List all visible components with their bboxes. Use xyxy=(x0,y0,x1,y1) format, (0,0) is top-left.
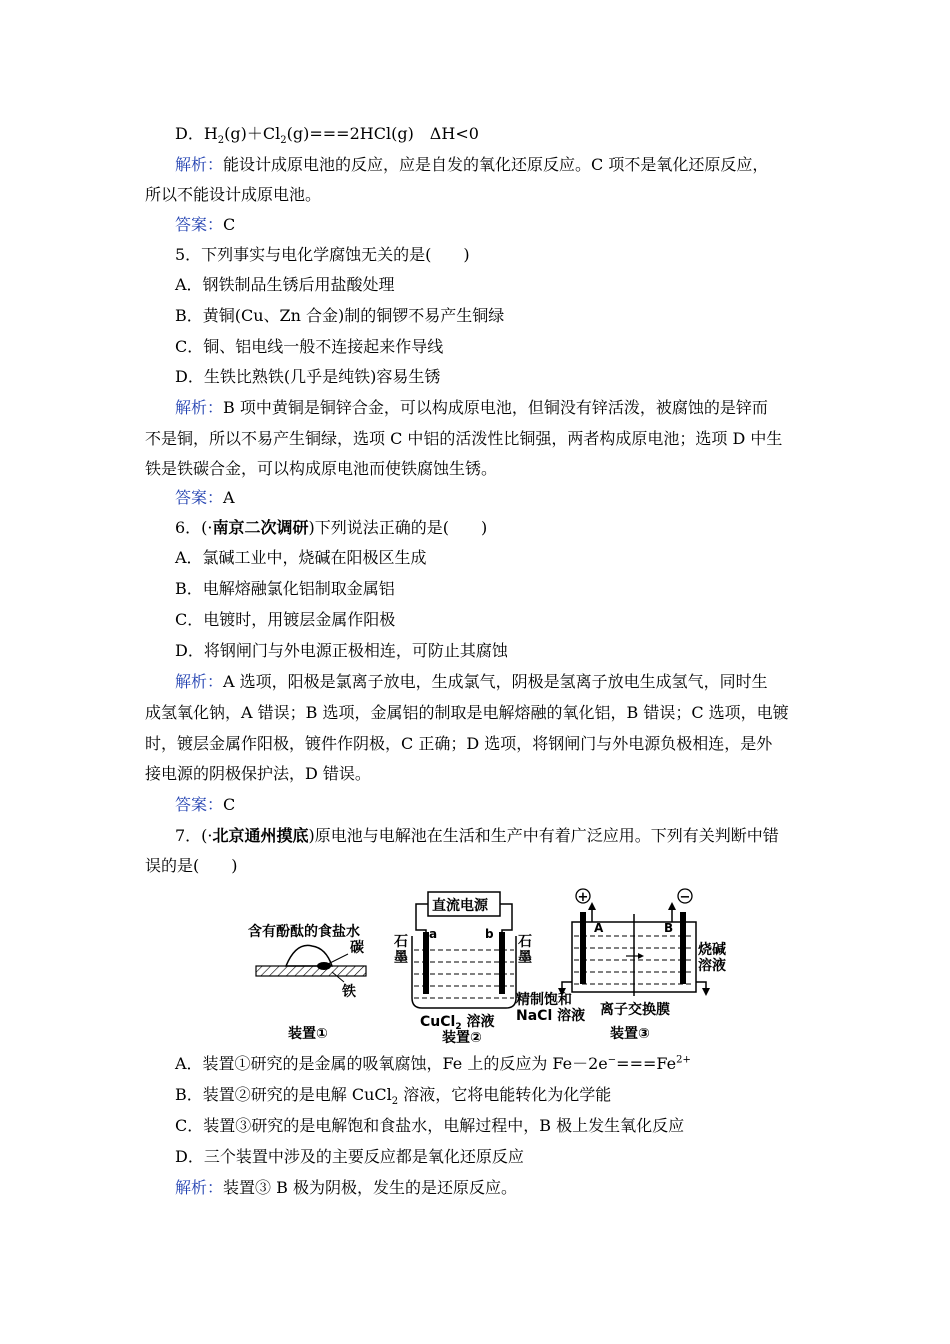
d1-label-water: 含有酚酞的食盐水 xyxy=(248,924,360,940)
q5-analysis-line3: 铁是铁碳合金，可以构成原电池而使铁腐蚀生锈。 xyxy=(145,459,498,478)
d3-left-label2: NaCl 溶液 xyxy=(516,1008,586,1024)
analysis-label: 解析： xyxy=(175,155,224,174)
q6-analysis-line2: 成氢氧化钠，A 错误；B 选项，金属铝的制取是电解熔融的氧化铝，B 错误；C 选项，电镀 xyxy=(145,703,789,722)
d2-caption: 装置② xyxy=(442,1030,482,1046)
d1-iron-plate xyxy=(256,966,366,976)
q4-analysis-line1: 解析：能设计成原电池的反应，应是自发的氧化还原反应。C 项不是氧化还原反应， xyxy=(175,155,769,174)
answer-label: 答案： xyxy=(175,215,224,234)
analysis-label: 解析： xyxy=(175,1178,224,1197)
q7-option-b: B．装置②研究的是电解 CuCl$_2$ 溶液，它将电能转化为化学能 xyxy=(175,1085,612,1108)
d2-left-label2: 墨 xyxy=(394,950,408,966)
source-tag: 南京二次调研 xyxy=(212,518,309,537)
q5-option-a: A．钢铁制品生锈后用盐酸处理 xyxy=(175,275,395,294)
answer-label: 答案： xyxy=(175,488,224,507)
d3-left-label1: 精制饱和 xyxy=(516,992,572,1008)
q7-option-a: A．装置①研究的是金属的吸氧腐蚀，Fe 上的反应为 $Fe-2e^-===Fe^{2+}$ xyxy=(175,1054,691,1073)
q5-option-d: D．生铁比熟铁(几乎是纯铁)容易生锈 xyxy=(175,367,441,386)
answer-label: 答案： xyxy=(175,795,224,814)
d2-label-a: a xyxy=(429,927,438,941)
d3-label-a: A xyxy=(594,921,604,935)
q7-option-d: D．三个装置中涉及的主要反应都是氧化还原反应 xyxy=(175,1147,524,1166)
q5-analysis-line1: 解析：B 项中黄铜是铜锌合金，可以构成原电池，但铜没有锌活泼，被腐蚀的是锌而 xyxy=(175,398,768,417)
d2-right-label1: 石 xyxy=(518,934,532,950)
device-3-diagram xyxy=(516,889,726,1042)
q7-figure xyxy=(240,886,740,1048)
analysis-label: 解析： xyxy=(175,398,224,417)
q6-stem: 6．(·南京二次调研)下列说法正确的是( ) xyxy=(175,518,488,537)
d2-solution-label: CuCl$_2$ 溶液 xyxy=(420,1014,495,1032)
q6-option-d: D．将钢闸门与外电源正极相连，可防止其腐蚀 xyxy=(175,641,508,660)
d1-label-carbon: 碳 xyxy=(350,940,364,956)
d3-electrode-a xyxy=(580,912,586,984)
q7-stem-line1: 7．(·北京通州摸底)原电池与电解池在生活和生产中有着广泛应用。下列有关判断中错 xyxy=(175,826,779,845)
device-1-diagram xyxy=(248,923,366,1042)
q5-stem: 5．下列事实与电化学腐蚀无关的是( ) xyxy=(175,245,470,264)
d2-label-b: b xyxy=(485,927,494,941)
d1-label-iron: 铁 xyxy=(342,984,356,1000)
analysis-label: 解析： xyxy=(175,672,224,691)
d3-membrane-label: 离子交换膜 xyxy=(600,1002,670,1018)
q4-analysis-line2: 所以不能设计成原电池。 xyxy=(145,185,322,204)
q6-analysis-line1: 解析：A 选项，阳极是氯离子放电，生成氯气，阴极是氢离子放电生成氢气，同时生 xyxy=(175,672,768,691)
q5-analysis-line2: 不是铜，所以不易产生铜绿，选项 C 中铝的活泼性比铜强，两者构成原电池；选项 D 中生 xyxy=(145,429,783,448)
d3-label-b: B xyxy=(664,921,674,935)
source-tag: 北京通州摸底 xyxy=(212,826,309,845)
q6-option-a: A．氯碱工业中，烧碱在阳极区生成 xyxy=(175,548,427,567)
q7-option-c: C．装置③研究的是电解饱和食盐水，电解过程中，B 极上发生氧化反应 xyxy=(175,1116,685,1135)
d3-right-label2: 溶液 xyxy=(698,958,726,974)
d2-left-label1: 石 xyxy=(394,934,408,950)
d2-right-label2: 墨 xyxy=(518,950,532,966)
d1-caption: 装置① xyxy=(288,1026,328,1042)
d3-right-label1: 烧碱 xyxy=(698,942,726,958)
q5-option-c: C．铜、铝电线一般不连接起来作导线 xyxy=(175,337,444,356)
q6-answer: 答案：C xyxy=(175,795,236,814)
d2-electrode-b xyxy=(499,932,505,994)
d3-minus: − xyxy=(679,890,691,905)
q6-analysis-line4: 接电源的阴极保护法，D 错误。 xyxy=(145,764,371,783)
q5-answer: 答案：A xyxy=(175,488,235,507)
device-2-diagram xyxy=(394,892,532,1046)
q4-option-d: D．$H_2(g)+Cl_2(g)===2HCl(g)$ ΔH<0 xyxy=(175,124,479,147)
q7-analysis: 解析：装置③ B 极为阴极，发生的是还原反应。 xyxy=(175,1178,517,1197)
q4-answer: 答案：C xyxy=(175,215,236,234)
d3-plus: + xyxy=(577,890,589,905)
q7-stem-line2: 误的是( ) xyxy=(145,856,238,875)
d3-caption: 装置③ xyxy=(610,1026,650,1042)
d2-electrode-a xyxy=(423,932,429,994)
q5-option-b: B．黄铜(Cu、Zn 合金)制的铜锣不易产生铜绿 xyxy=(175,306,505,325)
q6-option-b: B．电解熔融氯化铝制取金属铝 xyxy=(175,579,395,598)
q6-analysis-line3: 时，镀层金属作阳极，镀件作阴极，C 正确；D 选项，将钢闸门与外电源负极相连，是外 xyxy=(145,734,773,753)
d3-electrode-b xyxy=(680,912,686,984)
q6-option-c: C．电镀时，用镀层金属作阳极 xyxy=(175,610,396,629)
d2-power-label: 直流电源 xyxy=(432,898,488,914)
